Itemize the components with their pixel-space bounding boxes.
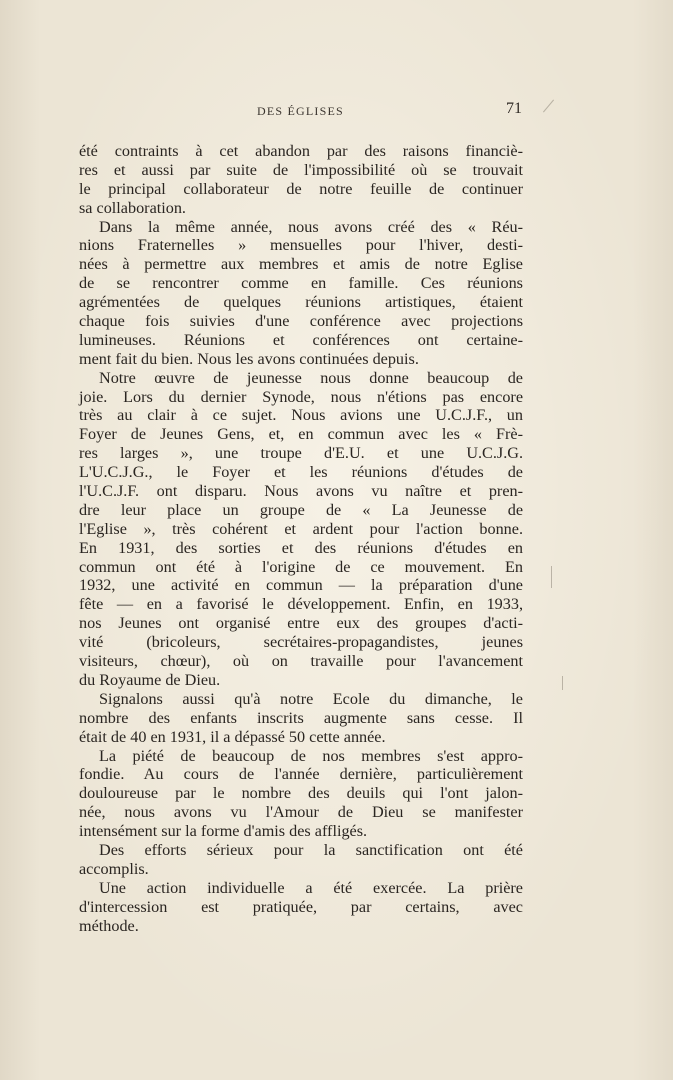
text-line: res larges », une troupe d'E.U. et une U.C.J.G.: [79, 444, 523, 463]
text-line: Foyer de Jeunes Gens, et, en commun avec les « Frè-: [79, 425, 523, 444]
text-line: Une action individuelle a été exercée. La prière: [99, 878, 523, 897]
text-line: été contraints à cet abandon par des raisons financiè-: [79, 142, 523, 160]
text-line: très au clair à ce sujet. Nous avions une U.C.J.F., un: [79, 406, 523, 425]
text-line: sa collaboration.: [79, 198, 186, 217]
text-line: En 1931, des sorties et des réunions d'études en: [79, 538, 523, 557]
paragraph: [79, 369, 523, 690]
text-line: res et aussi par suite de l'impossibilité où se trouvait: [79, 160, 523, 179]
text-line: nos Jeunes ont organisé entre eux des groupes d'acti-: [79, 614, 523, 633]
text-line: intensément sur la forme d'amis des affligés.: [79, 822, 368, 841]
text-line: accomplis.: [79, 859, 149, 878]
text-line: nions Fraternelles » mensuelles pour l'hiver, desti-: [79, 236, 523, 255]
text-line: méthode.: [79, 916, 139, 935]
paragraph: [79, 690, 523, 747]
text-line: commun ont été à l'origine de ce mouvement. En: [79, 557, 523, 576]
text-line: du Royaume de Dieu.: [79, 670, 221, 689]
text-line: était de 40 en 1931, il a dépassé 50 cette année.: [79, 727, 386, 746]
running-head: DES ÉGLISES: [257, 104, 344, 118]
paragraph: [79, 218, 523, 369]
text-line: Signalons aussi qu'à notre Ecole du dimanche, le: [99, 689, 523, 708]
text-line: ment fait du bien. Nous les avons continuées depuis.: [79, 349, 419, 368]
text-line: de se rencontrer comme en famille. Ces réunions: [79, 274, 523, 293]
text-line: douloureuse par le nombre des deuils qui l'ont jalon-: [79, 784, 523, 803]
text-line: le principal collaborateur de notre feuille de continuer: [79, 179, 523, 198]
text-line: fondie. Au cours de l'année dernière, particulièrement: [79, 765, 523, 784]
paragraph: [79, 879, 523, 936]
text-line: vité (bricoleurs, secrétaires-propagandistes, jeunes: [79, 633, 523, 652]
text-line: 1932, une activité en commun — la préparation d'une: [79, 576, 523, 595]
paragraph: [79, 142, 523, 218]
text-line: La piété de beaucoup de nos membres s'est appro-: [99, 746, 523, 765]
paragraph: [79, 841, 523, 879]
text-line: l'U.C.J.F. ont disparu. Nous avons vu naître et pren-: [79, 482, 523, 501]
text-line: visiteurs, chœur), où on travaille pour l'avancement: [79, 652, 523, 671]
text-line: nées à permettre aux membres et amis de notre Eglise: [79, 255, 523, 274]
text-line: l'Eglise », très cohérent et ardent pour l'action bonne.: [79, 519, 523, 538]
page-mark: [562, 676, 563, 690]
text-line: agrémentées de quelques réunions artistiques, étaient: [79, 293, 523, 312]
page-number: 71: [506, 100, 522, 117]
text-line: nombre des enfants inscrits augmente sans cesse. Il: [79, 708, 523, 727]
text-line: Des efforts sérieux pour la sanctification ont été: [99, 840, 523, 859]
text-line: Dans la même année, nous avons créé des « Réu-: [99, 217, 523, 236]
text-line: L'U.C.J.G., le Foyer et les réunions d'études de: [79, 463, 523, 482]
text-line: d'intercession est pratiquée, par certains, avec: [79, 897, 523, 916]
text-line: fête — en a favorisé le développement. Enfin, en 1933,: [79, 595, 523, 614]
body-text: [79, 142, 523, 935]
text-line: lumineuses. Réunions et conférences ont certaine-: [79, 330, 523, 349]
text-line: chaque fois suivies d'une conférence avec projections: [79, 312, 523, 331]
page-mark: [551, 566, 552, 588]
text-line: Notre œuvre de jeunesse nous donne beaucoup de: [99, 368, 523, 387]
text-line: née, nous avons vu l'Amour de Dieu se manifester: [79, 803, 523, 822]
text-line: joie. Lors du dernier Synode, nous n'étions pas encore: [79, 387, 523, 406]
paragraph: [79, 747, 523, 841]
text-line: dre leur place un groupe de « La Jeunesse de: [79, 500, 523, 519]
